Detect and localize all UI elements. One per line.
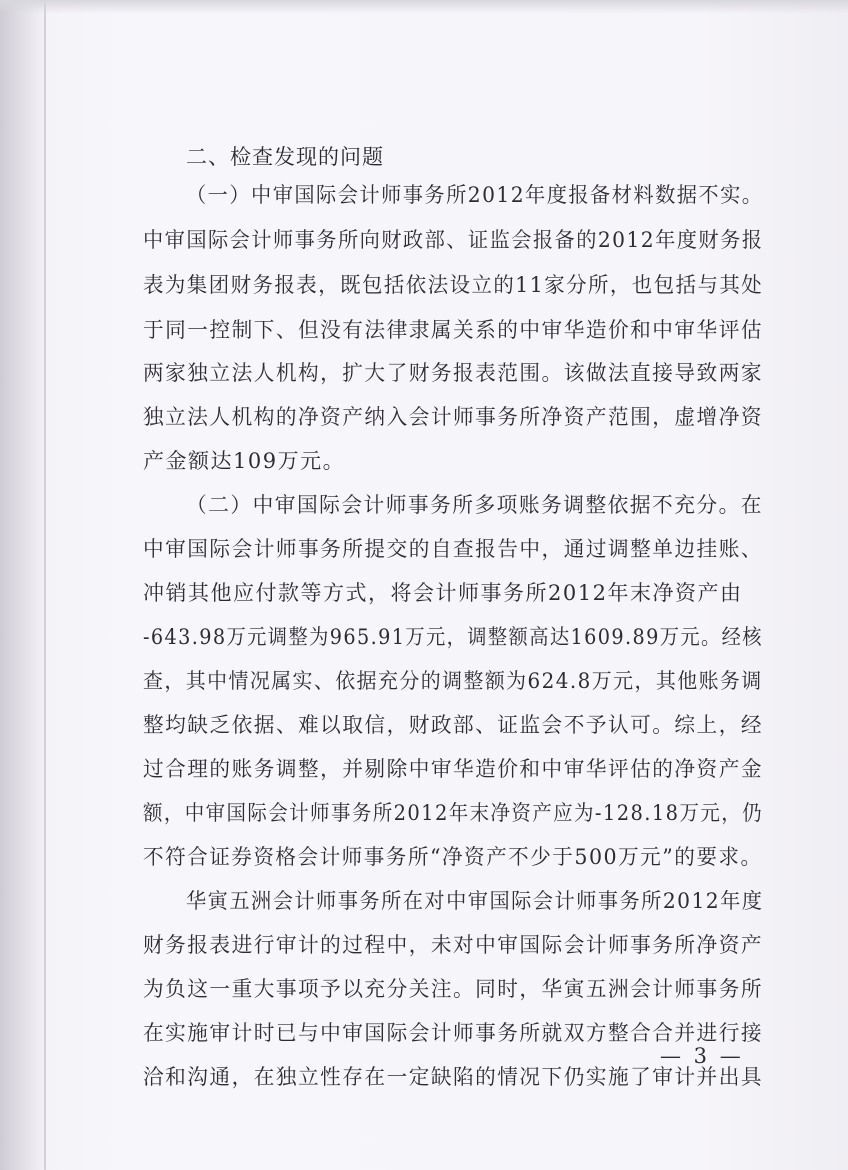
text-line: 为负这一重大事项予以充分关注。同时，华寅五洲会计师事务所 [143,977,763,1001]
text-line: 整均缺乏依据、难以取信，财政部、证监会不予认可。综上，经 [143,713,763,737]
text-line: 两家独立法人机构，扩大了财务报表范围。该做法直接导致两家 [143,361,763,385]
binding-edge [0,0,46,1170]
text-line: 洽和沟通，在独立性存在一定缺陷的情况下仍实施了审计并出具 [143,1065,763,1089]
text-line: 产金额达109万元。 [143,449,346,473]
text-line: 财务报表进行审计的过程中，未对中审国际会计师事务所净资产 [143,933,763,957]
text-line: -643.98万元调整为965.91万元，调整额高达1609.89万元。经核 [143,625,763,649]
page-number: — 3 — [660,1044,744,1068]
text-line: （一）中审国际会计师事务所2012年度报备材料数据不实。 [186,183,764,207]
text-line: 不符合证券资格会计师事务所“净资产不少于500万元”的要求。 [143,845,763,869]
binding-line [44,0,46,1170]
top-shadow [0,0,848,14]
text-line: 独立法人机构的净资产纳入会计师事务所净资产范围，虚增净资 [143,405,763,429]
text-line: 在实施审计时已与中审国际会计师事务所就双方整合合并进行接 [143,1021,763,1045]
section-heading: 二、检查发现的问题 [186,145,384,169]
text-line: （二）中审国际会计师事务所多项账务调整依据不充分。在 [186,493,763,517]
text-line: 查，其中情况属实、依据充分的调整额为624.8万元，其他账务调 [143,669,763,693]
text-line: 过合理的账务调整，并剔除中审华造价和中审华评估的净资产金 [143,757,763,781]
text-line: 中审国际会计师事务所提交的自查报告中，通过调整单边挂账、 [143,537,763,561]
text-line: 冲销其他应付款等方式，将会计师事务所2012年末净资产由 [143,581,743,605]
text-line: 中审国际会计师事务所向财政部、证监会报备的2012年度财务报 [143,228,764,252]
text-line: 于同一控制下、但没有法律隶属关系的中审华造价和中审华评估 [143,318,763,342]
text-line: 表为集团财务报表，既包括依法设立的11家分所，也包括与其处 [143,273,764,297]
text-line: 额，中审国际会计师事务所2012年末净资产应为-128.18万元，仍 [143,801,763,825]
text-line: 华寅五洲会计师事务所在对中审国际会计师事务所2012年度 [186,889,764,913]
